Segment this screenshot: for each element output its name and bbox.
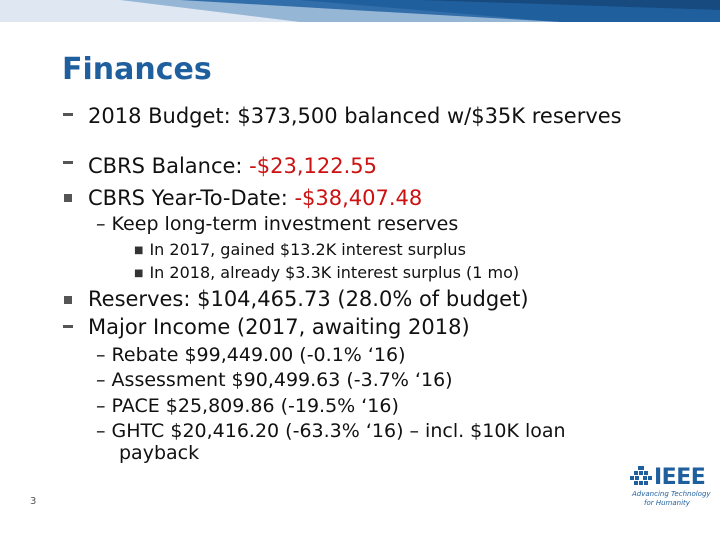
bullet-cbrs-ytd — [88, 186, 648, 210]
cbrs-balance-label: CBRS Balance: — [88, 154, 250, 178]
cbrs-ytd-label: CBRS Year-To-Date: — [88, 186, 295, 210]
sub-sub-bullet-text: In 2018, already $3.3K interest surplus (1 mo) — [149, 263, 520, 282]
ieee-tagline — [632, 490, 711, 508]
square-bullet-icon: ■ — [134, 268, 144, 279]
income-item-text: Rebate $99,449.00 (-0.1% ‘16) — [111, 344, 406, 366]
income-item-rebate — [96, 344, 656, 366]
slide-number: 3 — [30, 496, 37, 507]
bullet-marker — [64, 296, 72, 304]
ieee-tagline-line2: for Humanity — [644, 499, 690, 507]
dash-marker: – — [96, 420, 112, 442]
bullet-marker — [63, 113, 73, 116]
income-item-assessment — [96, 369, 656, 391]
cbrs-ytd-value: -$38,407.48 — [294, 186, 423, 210]
income-item-ghtc — [96, 420, 639, 464]
bullet-reserves: Reserves: $104,465.73 (28.0% of budget) — [88, 287, 529, 311]
sub-bullet-reserves — [96, 213, 656, 235]
income-item-text: PACE $25,809.86 (-19.5% ‘16) — [111, 395, 399, 417]
ieee-tagline-line1: Advancing Technology — [632, 490, 711, 498]
sub-sub-bullet-2017 — [134, 240, 654, 263]
bullet-marker — [63, 325, 73, 328]
cbrs-balance-value: -$23,122.55 — [249, 154, 377, 178]
bullet-cbrs-balance — [88, 154, 648, 178]
income-item-text: Assessment $90,499.63 (-3.7% ‘16) — [111, 369, 453, 391]
dash-marker: – — [96, 344, 112, 366]
income-item-pace — [96, 395, 656, 417]
bullet-marker — [63, 161, 73, 164]
bullet-marker — [64, 194, 72, 202]
income-item-text: GHTC $20,416.20 (-63.3% ‘16) – incl. $10K loan payback — [111, 420, 566, 464]
square-bullet-icon: ■ — [134, 245, 144, 256]
bullet-budget: 2018 Budget: $373,500 balanced w/$35K reserves — [88, 104, 622, 128]
sub-sub-bullet-2018 — [134, 263, 654, 286]
ieee-wordmark: IEEE — [654, 465, 706, 490]
sub-bullet-text: Keep long-term investment reserves — [111, 213, 459, 235]
sub-sub-bullet-text: In 2017, gained $13.2K interest surplus — [149, 240, 466, 259]
slide-title: Finances — [62, 52, 212, 87]
dash-marker: – — [96, 213, 112, 235]
bullet-major-income: Major Income (2017, awaiting 2018) — [88, 315, 470, 339]
dash-marker: – — [96, 369, 112, 391]
ieee-grid-icon — [630, 466, 652, 488]
dash-marker: – — [96, 395, 112, 417]
